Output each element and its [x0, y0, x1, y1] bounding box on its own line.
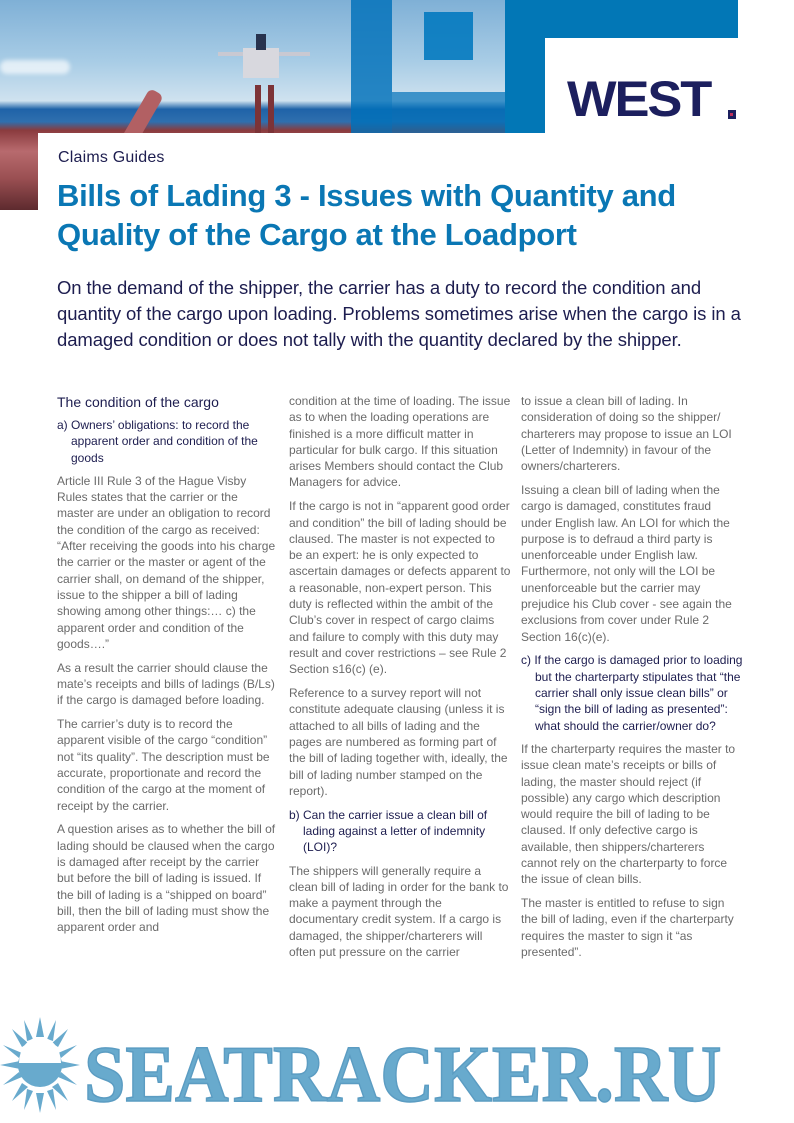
- subheading-b: b) Can the carrier issue a clean bill of lading against a letter of indemnity (LOI)?: [289, 807, 488, 855]
- body-paragraph: If the charterparty requires the master to issue clean mate’s receipts or bills of lading, the master should reject (if possible) any cargo which description would require the bill of lading to be claused. If only defective cargo is available, then shippers/charterers cannot rely on the charterparty to force the issue of clean bills.: [521, 741, 736, 887]
- body-paragraph: Article III Rule 3 of the Hague Visby Rules states that the carrier or the master are under an obligation to record the condition of the cargo as received: “After receiving the goods into his charge the carrier or the master or agent of the carrier shall, on demand of the shipper, issue to the shipper a bill of lading showing among other things:… c) the apparent order and condition of the goods….”: [57, 473, 276, 651]
- section-heading: The condition of the cargo: [57, 394, 219, 410]
- brand-overlay-band: [392, 92, 505, 133]
- column-2: [289, 393, 511, 968]
- page-title: Bills of Lading 3 - Issues with Quantity and Quality of the Cargo at the Loadport: [57, 178, 676, 252]
- body-paragraph: to issue a clean bill of lading. In consideration of doing so the shipper/ charterers may propose to issue an LOI (Letter of Indemnity) in favour of the owners/charterers.: [521, 394, 732, 474]
- series-label: Claims Guides: [58, 149, 165, 166]
- west-logo: WEST: [567, 71, 711, 127]
- watermark: [0, 1005, 794, 1123]
- body-paragraph: The shippers will generally require a clean bill of lading in order for the bank to make a payment through the documentary credit system. If a cargo is damaged, the shipper/charterers will often put pressure on the carrier: [289, 863, 509, 959]
- trademark-icon: [728, 110, 736, 119]
- body-paragraph: The carrier’s duty is to record the apparent visible of the cargo “condition” not “its quality”. The description must be accurate, proportionate and record the condition of the cargo at the moment of receipt by the carrier.: [57, 717, 270, 813]
- brand-overlay-square: [424, 12, 473, 60]
- body-paragraph: Reference to a survey report will not constitute adequate clausing (unless it is attached to all bills of lading and the pages are numbered as forming part of the bill of lading together with, ideally, the bill of lading number stamped on the report).: [289, 686, 508, 798]
- body-paragraph: Issuing a clean bill of lading when the cargo is damaged, constitutes fraud under English law. An LOI for which the purpose is to defraud a third party is unenforceable under English law. Furthermore, not only will the LOI be unenforceable but the carrier may prejudice his Club cover - see again the exclusions from cover under Rule 2 Section 16(c)(e).: [521, 482, 732, 644]
- body-paragraph: If the cargo is not in “apparent good order and condition” the bill of lading should be claused. The master is not expected to be an expert: he is only expected to ascertain damages or defects apparent to a reasonable, non-expert person. This duty is reflected within the ambit of the Club’s cover in respect of cargo claims and failure to comply with this duty may result and cover restrictions – see Rule 2 Section s16(c) (e).: [289, 499, 511, 677]
- body-paragraph: As a result the carrier should clause the mate’s receipts and bills of ladings (B/Ls) if the cargo is damaged before loading.: [57, 660, 275, 708]
- body-paragraph: The master is entitled to refuse to sign the bill of lading, even if the charterparty requires the master to sign it “as presented”.: [521, 896, 734, 959]
- ship-funnel: [256, 34, 266, 50]
- brand-top-bar: [545, 0, 738, 38]
- lead-paragraph: On the demand of the shipper, the carrier has a duty to record the condition and quantity of the cargo upon loading. Problems sometimes arise when the cargo is in a damaged condition or does not tally with the quantity declared by the shipper.: [57, 277, 741, 350]
- subheading-c: c) If the cargo is damaged prior to loading but the charterparty stipulates that “the carrier shall only issue clean bills” or “sign the bill of lading as presented”: what should the carrier/owner do?: [521, 653, 743, 733]
- cloud: [0, 60, 70, 74]
- ship-bridge: [243, 48, 279, 78]
- column-3: [521, 393, 743, 968]
- body-paragraph: condition at the time of loading. The issue as to when the loading operations are finished is a more difficult matter in particular for bulk cargo. If this situation arises Members should contact the Club Managers for advice.: [289, 394, 511, 490]
- subheading-a: a) Owners’ obligations: to record the apparent order and condition of the goods: [57, 418, 258, 465]
- brand-overlay-strip: [351, 0, 392, 133]
- brand-column: [505, 0, 545, 133]
- body-paragraph: A question arises as to whether the bill of lading should be claused when the cargo is damaged after receipt by the carrier but before the bill of lading is issued. If the bill of lading is a “shipped on board” bill, then the bill of lading must show the apparent order and: [57, 822, 276, 935]
- column-1: [57, 393, 277, 943]
- watermark-text: SEATRACKER.RU: [84, 1031, 722, 1119]
- sun-icon: [0, 1015, 80, 1115]
